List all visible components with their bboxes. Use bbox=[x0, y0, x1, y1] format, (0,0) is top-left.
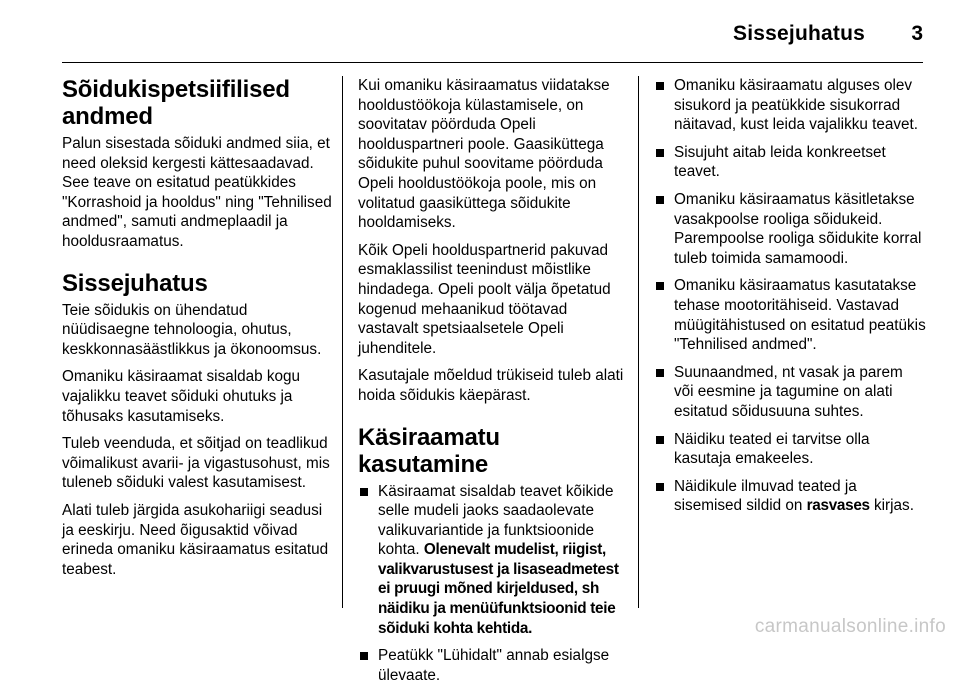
square-bullet-icon bbox=[656, 196, 664, 204]
square-bullet-icon bbox=[656, 483, 664, 491]
list-item bbox=[654, 276, 926, 354]
list-item bbox=[654, 430, 926, 469]
list-item bbox=[654, 363, 926, 422]
paragraph: Omaniku käsiraamat sisaldab kogu vajalikku teavet sõiduki ohutuks ja tõhusaks kasutamiseks. bbox=[62, 368, 301, 425]
paragraph: Kui omaniku käsiraamatus viidatakse hooldustöökoja külastamisele, on soovitatav pöörduda Opeli hoolduspartneri poole. Gaasiküttega sõidukite puhul soovitame pöörduda Opeli hooldustöökoja poole, mis on volitatud gaasiküttega sõidukite hooldamiseks. bbox=[358, 77, 610, 232]
list-item-text: Näidikule ilmuvad teated ja sisemised sildid on bbox=[674, 477, 857, 515]
list-item-bold-text: rasvases bbox=[806, 497, 870, 515]
header-title: Sissejuhatus bbox=[733, 22, 865, 45]
column-divider-1 bbox=[342, 76, 343, 608]
square-bullet-icon bbox=[360, 488, 368, 496]
list-item bbox=[654, 190, 926, 268]
list-item-text: Käsiraamat sisaldab teavet kõikide selle mudeli jaoks saadaolevate valikuvariantide ja funktsioonide kohta. bbox=[378, 482, 614, 559]
bullet-list bbox=[654, 76, 926, 516]
column-2 bbox=[358, 76, 628, 693]
page-number: 3 bbox=[911, 22, 923, 45]
watermark-text: carmanualsonline.info bbox=[754, 616, 946, 637]
square-bullet-icon bbox=[360, 652, 368, 660]
list-item bbox=[654, 76, 926, 135]
square-bullet-icon bbox=[656, 369, 664, 377]
list-item bbox=[654, 477, 926, 516]
column-3 bbox=[654, 76, 926, 524]
paragraph: Palun sisestada sõiduki andmed siia, et need oleksid kergesti kättesaadavad. See teave on esitatud peatükkides "Korrashoid ja hooldus" ning "Tehnilised andmed", samuti andmeplaadil ja hooldusraamatus. bbox=[62, 135, 332, 250]
list-item-text: Suunaandmed, nt vasak ja parem või eesmine ja tagumine on alati esitatud sõidusuuna suhtes. bbox=[674, 363, 903, 420]
list-item-text: Omaniku käsiraamatus käsitletakse vasakpoolse rooliga sõidukeid. Parempoolse rooliga sõidukite korral tuleb toimida samamoodi. bbox=[674, 190, 922, 267]
list-item-text: Peatükk "Lühidalt" annab esialgse ülevaate. bbox=[378, 647, 610, 684]
square-bullet-icon bbox=[656, 282, 664, 290]
heading-vehicle-data: Sõidukispetsiifilised andmed bbox=[62, 76, 290, 130]
paragraph: Kõik Opeli hoolduspartnerid pakuvad esmaklassilist teenindust mõistlike hindadega. Opeli poolt välja õpetatud kogenud mehaanikud töötavad vastavalt spetsiaalsetele Opeli juhenditele. bbox=[358, 241, 611, 357]
paragraph: Kasutajale mõeldud trükiseid tuleb alati hoida sõidukis käepärast. bbox=[358, 367, 624, 404]
column-divider-2 bbox=[638, 76, 639, 608]
square-bullet-icon bbox=[656, 82, 664, 90]
column-1 bbox=[62, 76, 332, 587]
bullet-list bbox=[358, 482, 628, 686]
square-bullet-icon bbox=[656, 436, 664, 444]
list-item-text: Omaniku käsiraamatus kasutatakse tehase mootoritähiseid. Vastavad müügitähistused on esitatud peatükis "Tehnilised andmed". bbox=[674, 277, 926, 354]
list-item-text: Sisujuht aitab leida konkreetset teavet. bbox=[674, 143, 886, 181]
list-item-text: kirjas. bbox=[874, 497, 914, 515]
paragraph: Alati tuleb järgida asukohariigi seadusi ja eeskirju. Need õigusaktid võivad erineda omaniku käsiraamatus esitatud teabest. bbox=[62, 501, 329, 578]
paragraph: Tuleb veenduda, et sõitjad on teadlikud võimalikust avarii- ja vigastusohust, mis tuleneb sõiduki valest kasutamisest. bbox=[62, 435, 330, 492]
list-item-text: Omaniku käsiraamatu alguses olev sisukord ja peatükkide sisukorrad näitavad, kust leida vajalikku teavet. bbox=[674, 77, 919, 134]
paragraph: Teie sõidukis on ühendatud nüüdisaegne tehnoloogia, ohutus, keskkonnasäästlikkus ja ökonoomsus. bbox=[62, 301, 322, 358]
heading-manual-usage: Käsiraamatu kasutamine bbox=[358, 423, 500, 478]
list-item bbox=[654, 143, 926, 182]
list-item bbox=[358, 646, 628, 685]
square-bullet-icon bbox=[656, 149, 664, 157]
list-item-text: Näidiku teated ei tarvitse olla kasutaja emakeeles. bbox=[674, 430, 870, 468]
header-rule bbox=[62, 62, 923, 63]
heading-introduction: Sissejuhatus bbox=[62, 269, 208, 297]
page-header bbox=[62, 14, 923, 50]
list-item bbox=[358, 482, 628, 639]
list-item-bold-text: Olenevalt mudelist, riigist, valikvarustusest ja lisaseadmetest ei pruugi mõned kirjeldused, sh näidiku ja menüüfunktsioonid teie sõiduki kohta kehtida. bbox=[378, 541, 619, 637]
